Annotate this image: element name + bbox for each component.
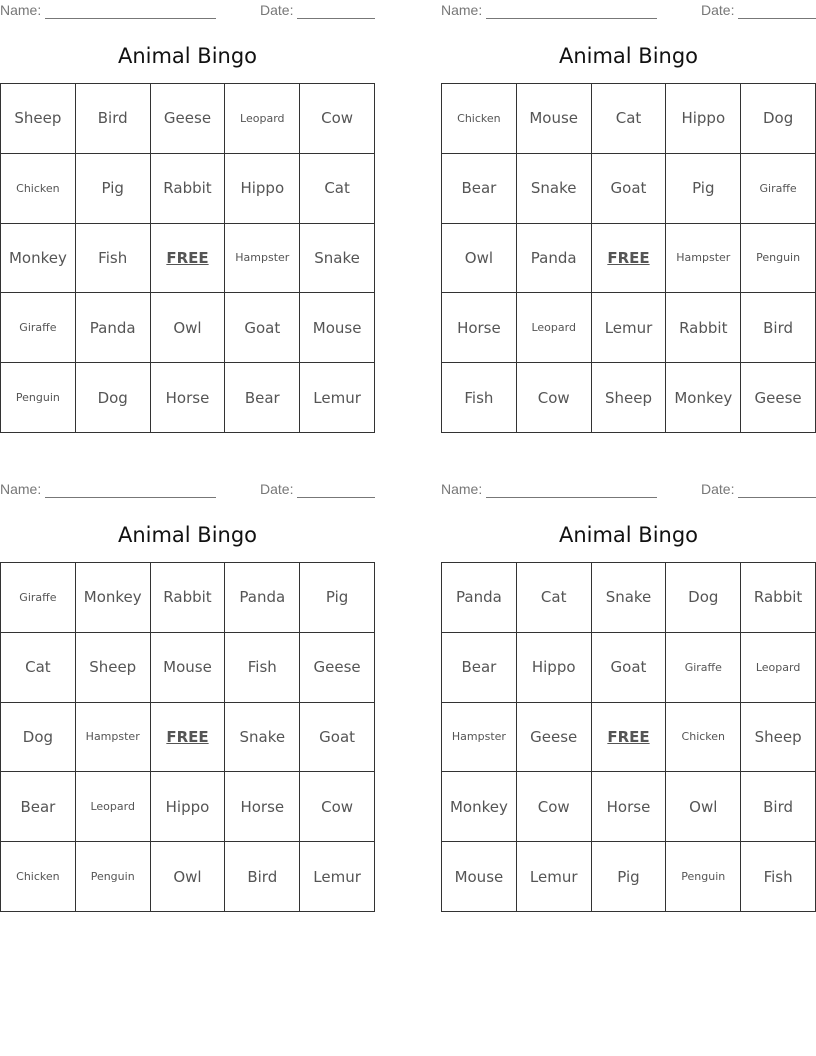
bingo-cell[interactable]: Owl — [151, 293, 226, 363]
bingo-cell[interactable]: Monkey — [1, 224, 76, 294]
bingo-cell[interactable]: Chicken — [442, 84, 517, 154]
bingo-cell[interactable]: Penguin — [1, 363, 76, 433]
bingo-cell[interactable]: Chicken — [666, 703, 741, 773]
bingo-cell[interactable]: Bear — [225, 363, 300, 433]
bingo-cell[interactable]: Cow — [517, 363, 592, 433]
bingo-cell[interactable]: Goat — [225, 293, 300, 363]
bingo-cell[interactable]: Dog — [1, 703, 76, 773]
bingo-cell[interactable]: Goat — [592, 154, 667, 224]
bingo-cell[interactable]: Horse — [592, 772, 667, 842]
bingo-card — [441, 479, 816, 912]
date-label: Date: — [260, 481, 294, 497]
date-field[interactable] — [260, 2, 375, 19]
bingo-cell[interactable]: Bird — [741, 772, 816, 842]
date-field[interactable] — [701, 481, 816, 498]
bingo-cell[interactable]: Panda — [76, 293, 151, 363]
bingo-cell[interactable]: Horse — [151, 363, 226, 433]
bingo-cell[interactable]: Rabbit — [741, 563, 816, 633]
bingo-cell[interactable]: Cat — [1, 633, 76, 703]
date-blank-line[interactable] — [738, 483, 816, 498]
bingo-cell[interactable]: Fish — [741, 842, 816, 912]
bingo-cell[interactable]: Mouse — [442, 842, 517, 912]
bingo-cell[interactable]: Geese — [741, 363, 816, 433]
bingo-cell[interactable]: Cat — [517, 563, 592, 633]
date-blank-line[interactable] — [297, 4, 375, 19]
card-title: Animal Bingo — [117, 44, 258, 68]
bingo-cell[interactable]: Monkey — [76, 563, 151, 633]
bingo-cell[interactable]: Fish — [76, 224, 151, 294]
bingo-cell[interactable]: Mouse — [151, 633, 226, 703]
bingo-cell[interactable]: Bear — [442, 154, 517, 224]
date-label: Date: — [260, 2, 294, 18]
bingo-cell[interactable]: Chicken — [1, 842, 76, 912]
name-label: Name: — [0, 481, 42, 497]
bingo-cell[interactable]: Owl — [442, 224, 517, 294]
bingo-cell[interactable]: Hampster — [76, 703, 151, 773]
bingo-cell[interactable]: Hampster — [666, 224, 741, 294]
bingo-cell[interactable]: Giraffe — [1, 563, 76, 633]
bingo-cell[interactable]: Mouse — [300, 293, 375, 363]
bingo-cell[interactable]: Pig — [300, 563, 375, 633]
bingo-cell[interactable]: Rabbit — [151, 154, 226, 224]
bingo-cell[interactable]: Chicken — [1, 154, 76, 224]
bingo-cell[interactable]: Geese — [300, 633, 375, 703]
bingo-cell[interactable]: Bird — [741, 293, 816, 363]
bingo-grid — [0, 562, 375, 912]
name-field[interactable] — [0, 2, 216, 19]
bingo-card — [441, 0, 816, 433]
bingo-cell[interactable]: Rabbit — [666, 293, 741, 363]
bingo-cell[interactable]: Dog — [76, 363, 151, 433]
bingo-cell[interactable]: Hippo — [151, 772, 226, 842]
name-blank-line[interactable] — [486, 4, 657, 19]
bingo-cell[interactable]: Horse — [225, 772, 300, 842]
bingo-cell[interactable]: Hampster — [225, 224, 300, 294]
bingo-cell[interactable]: Leopard — [741, 633, 816, 703]
bingo-grid — [0, 83, 375, 433]
bingo-cell[interactable]: Goat — [300, 703, 375, 773]
date-label: Date: — [701, 481, 735, 497]
bingo-cell[interactable]: Bird — [225, 842, 300, 912]
card-title: Animal Bingo — [117, 523, 258, 547]
bingo-cell[interactable]: Pig — [592, 842, 667, 912]
bingo-cell[interactable]: Sheep — [1, 84, 76, 154]
bingo-cell[interactable]: Snake — [517, 154, 592, 224]
free-space-cell[interactable]: FREE — [151, 224, 226, 294]
bingo-cell[interactable]: Pig — [666, 154, 741, 224]
bingo-cell[interactable]: Hippo — [517, 633, 592, 703]
bingo-cell[interactable]: Giraffe — [741, 154, 816, 224]
bingo-cell[interactable]: Hampster — [442, 703, 517, 773]
name-label: Name: — [441, 2, 483, 18]
date-blank-line[interactable] — [738, 4, 816, 19]
bingo-cell[interactable]: Sheep — [76, 633, 151, 703]
bingo-cell[interactable]: Lemur — [300, 842, 375, 912]
card-title: Animal Bingo — [558, 523, 699, 547]
bingo-cell[interactable]: Mouse — [517, 84, 592, 154]
bingo-cell[interactable]: Geese — [151, 84, 226, 154]
bingo-cell[interactable]: Giraffe — [666, 633, 741, 703]
bingo-cell[interactable]: Leopard — [517, 293, 592, 363]
bingo-cell[interactable]: Owl — [666, 772, 741, 842]
bingo-cell[interactable]: Snake — [300, 224, 375, 294]
bingo-cell[interactable]: Snake — [225, 703, 300, 773]
bingo-cell[interactable]: Giraffe — [1, 293, 76, 363]
bingo-cell[interactable]: Sheep — [592, 363, 667, 433]
bingo-cell[interactable]: Bear — [1, 772, 76, 842]
bingo-cell[interactable]: Sheep — [741, 703, 816, 773]
bingo-card — [0, 0, 375, 433]
bingo-cell[interactable]: Fish — [442, 363, 517, 433]
bingo-cell[interactable]: Cat — [300, 154, 375, 224]
bingo-cell[interactable]: Monkey — [442, 772, 517, 842]
bingo-cell[interactable]: Pig — [76, 154, 151, 224]
bingo-cell[interactable]: Bird — [76, 84, 151, 154]
bingo-cell[interactable]: Panda — [517, 224, 592, 294]
bingo-cell[interactable]: Leopard — [76, 772, 151, 842]
bingo-cell[interactable]: Lemur — [517, 842, 592, 912]
name-field[interactable] — [441, 2, 657, 19]
bingo-cell[interactable]: Rabbit — [151, 563, 226, 633]
bingo-card — [0, 479, 375, 912]
bingo-cell[interactable]: Lemur — [592, 293, 667, 363]
name-field[interactable] — [441, 481, 657, 498]
bingo-cell[interactable]: Cow — [300, 772, 375, 842]
date-field[interactable] — [701, 2, 816, 19]
bingo-cell[interactable]: Penguin — [76, 842, 151, 912]
name-label: Name: — [0, 2, 42, 18]
bingo-cell[interactable]: Hippo — [666, 84, 741, 154]
free-space-cell[interactable]: FREE — [151, 703, 226, 773]
bingo-cell[interactable]: Horse — [442, 293, 517, 363]
date-blank-line[interactable] — [297, 483, 375, 498]
bingo-cell[interactable]: Cat — [592, 84, 667, 154]
free-space-cell[interactable]: FREE — [592, 224, 667, 294]
bingo-cell[interactable]: Dog — [741, 84, 816, 154]
bingo-cell[interactable]: Goat — [592, 633, 667, 703]
name-blank-line[interactable] — [45, 483, 216, 498]
bingo-cell[interactable]: Geese — [517, 703, 592, 773]
bingo-grid — [441, 562, 816, 912]
date-label: Date: — [701, 2, 735, 18]
bingo-grid — [441, 83, 816, 433]
card-title: Animal Bingo — [558, 44, 699, 68]
date-field[interactable] — [260, 481, 375, 498]
bingo-cell[interactable]: Dog — [666, 563, 741, 633]
bingo-cell[interactable]: Lemur — [300, 363, 375, 433]
name-blank-line[interactable] — [486, 483, 657, 498]
name-field[interactable] — [0, 481, 216, 498]
bingo-cell[interactable]: Snake — [592, 563, 667, 633]
bingo-cell[interactable]: Cow — [517, 772, 592, 842]
bingo-cell[interactable]: Hippo — [225, 154, 300, 224]
bingo-cell[interactable]: Panda — [225, 563, 300, 633]
bingo-cell[interactable]: Fish — [225, 633, 300, 703]
bingo-cell[interactable]: Bear — [442, 633, 517, 703]
bingo-cell[interactable]: Cow — [300, 84, 375, 154]
free-space-cell[interactable]: FREE — [592, 703, 667, 773]
bingo-cell[interactable]: Monkey — [666, 363, 741, 433]
bingo-cell[interactable]: Owl — [151, 842, 226, 912]
bingo-cell[interactable]: Panda — [442, 563, 517, 633]
bingo-cell[interactable]: Penguin — [666, 842, 741, 912]
name-blank-line[interactable] — [45, 4, 216, 19]
bingo-cell[interactable]: Leopard — [225, 84, 300, 154]
name-label: Name: — [441, 481, 483, 497]
bingo-cell[interactable]: Penguin — [741, 224, 816, 294]
